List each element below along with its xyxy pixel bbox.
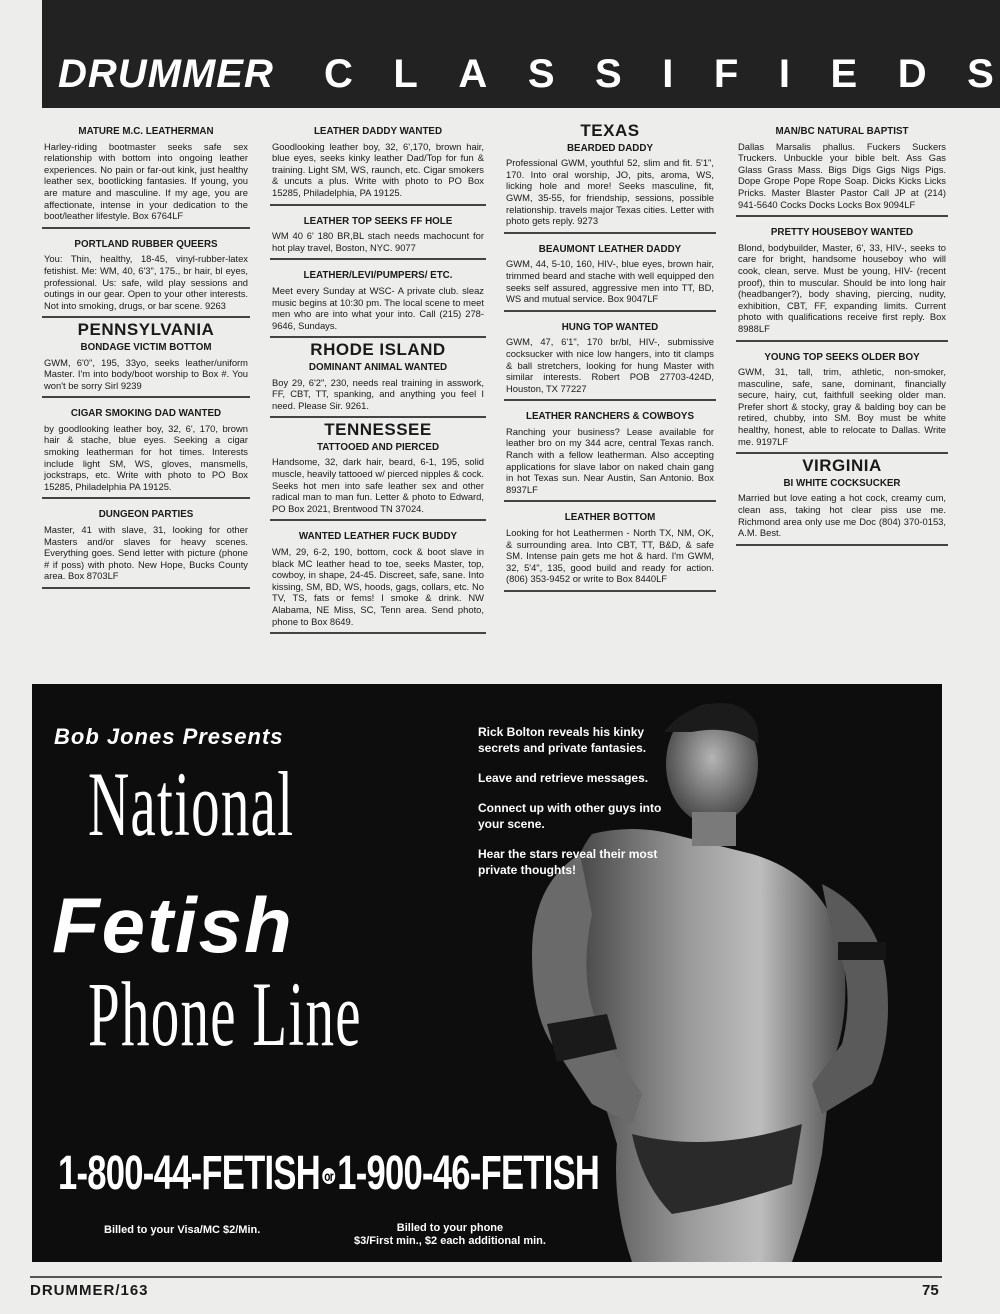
section-title-letter: D bbox=[897, 52, 927, 96]
section-title-letter: I bbox=[662, 52, 674, 96]
section-title-letter: C bbox=[324, 52, 353, 96]
phone-numbers bbox=[58, 1146, 599, 1201]
pitch-line: Connect up with other guys into your scene. bbox=[478, 801, 662, 831]
presenter-line: Bob Jones Presents bbox=[54, 724, 284, 749]
region-heading: TEXAS bbox=[580, 121, 640, 140]
classified-ad bbox=[270, 527, 486, 634]
phone-number-800: 1-800-44-FETISH bbox=[58, 1147, 320, 1200]
classified-ad bbox=[42, 404, 250, 499]
classified-ad bbox=[504, 508, 716, 592]
section-title-letter: L bbox=[393, 52, 418, 96]
ad-body: Handsome, 32, dark hair, beard, 6-1, 195, solid muscle, heavily tattooed w/ pierced nipples & cock. Seeks hot men into safe leather sex and other radical man to man fun. Letter & photo to Edward, PO Box 2021, Brentwood TN 37024. bbox=[272, 456, 484, 514]
classified-ad bbox=[736, 122, 948, 217]
billing-visa: Billed to your Visa/MC $2/Min. bbox=[104, 1224, 261, 1236]
ad-body: by goodlooking leather boy, 32, 6', 170, brown hair & stache, blue eyes. Seeking a cigar smoking leatherman for hot times. Interests include light SM, WS, gloves, mansmells, jockstraps, etc. Write with photo to PO Box 15285, Philadelphia PA 19125. bbox=[44, 422, 248, 492]
classified-ad bbox=[270, 212, 486, 261]
classified-ad bbox=[504, 318, 716, 402]
ad-title: YOUNG TOP SEEKS OLDER BOY bbox=[764, 351, 920, 363]
classified-ad bbox=[504, 139, 716, 234]
ad-body: Master, 41 with slave, 31, looking for other Masters and/or slaves for heavy scenes. Everything goes. Send letter with picture (phone # if poss) with photo. New Hope, Bucks County area. Box 8703LF bbox=[44, 524, 248, 582]
ad-body: Married but love eating a hot cock, creamy cum, clean ass, taking hot clear piss use me. Richmond area only use me Doc (804) 370-0153, A.M. Best. bbox=[738, 492, 946, 539]
section-title-letter: E bbox=[830, 52, 858, 96]
ad-title: LEATHER TOP SEEKS FF HOLE bbox=[303, 215, 453, 227]
ad-title: MATURE M.C. LEATHERMAN bbox=[78, 126, 214, 137]
region-heading: RHODE ISLAND bbox=[310, 340, 446, 360]
ad-body: WM, 29, 6-2, 190, bottom, cock & boot slave in black MC leather head to toe, seeks Master, top, cowboy, in shape, 24-45. Discreet, safe, sane. Into kissing, SM, BD, WS, hoods, gags, collars, etc. No TV, TS, fats or fems! I smoke & drink. NW Alabama, NE Miss, SC, Tenn area. Send photo, phone to Box 8649. bbox=[272, 546, 484, 627]
classified-ad bbox=[42, 505, 250, 589]
ad-title: MAN/BC NATURAL BAPTIST bbox=[775, 126, 909, 137]
section-title-letter: S bbox=[967, 52, 994, 96]
ad-body: Boy 29, 6'2", 230, needs real training in asswork, FF, CBT, TT, spanking, and anything you feel I need. Please Sir. 9261. bbox=[272, 376, 484, 411]
billing-phone bbox=[354, 1222, 546, 1248]
classified-ad bbox=[42, 122, 250, 229]
column-4 bbox=[736, 122, 948, 552]
ad-title: LEATHER/LEVI/PUMPERS/ ETC. bbox=[303, 270, 453, 282]
pitch-line: Leave and retrieve messages. bbox=[478, 771, 649, 785]
classified-ad bbox=[736, 223, 948, 341]
ad-body: Blond, bodybuilder, Master, 6', 33, HIV-, seeks to care for bright, handsome houseboy who will cook, clean, serve. Must be young, HIV- (recent proof), thin to muscular. Should be into long hair (headbanger?), body shaving, piercing, nudity, exhibition, CBT, FF, expanding limits. Current photo with qualifications receive first reply. Box 8988LF bbox=[738, 241, 946, 334]
ad-title: DOMINANT ANIMAL WANTED bbox=[308, 361, 448, 373]
title-fetish: Fetish bbox=[52, 881, 294, 969]
classified-ad bbox=[42, 338, 250, 398]
classifieds-header bbox=[42, 0, 1000, 108]
ad-body: GWM, 6'0", 195, 33yo, seeks leather/uniform Master. I'm into body/boot worship to Box #. You won't be sorry Sirl 9239 bbox=[44, 356, 248, 391]
section-title-letter: A bbox=[458, 52, 488, 96]
ad-body: GWM, 44, 5-10, 160, HIV-, blue eyes, brown hair, trimmed beard and stache with well equipped den seeks self assured, aggressive men into TT, BD, WS and mutual service. Box 9047LF bbox=[506, 258, 714, 305]
classified-ad bbox=[504, 240, 716, 312]
ad-body: Ranching your business? Lease available for leather bro on my 344 acre, central Texas ranch. Ranch with a fellow leatherman. Also accepting applications for slave labor on naked chain gang in hot Texas sun. Near Austin, San Antonio. Box 8937LF bbox=[506, 425, 714, 495]
ad-body: Dallas Marsalis phallus. Fuckers Suckers Truckers. Unbuckle your bible belt. Ass Gas Glass Grass Mass. Bigs Digs Gigs Nigs Pigs. Dope Grope Pope Rope Soap. Dicks Kicks Licks Pricks. Master Blaster Pastor Call JP at (214) 941-5640 Cocks Docks Locks Box 9094LF bbox=[738, 140, 946, 210]
magazine-title: DRUMMER bbox=[58, 52, 274, 96]
ad-body: Harley-riding bootmaster seeks safe sex relationship with bottom into ongoing leather experiences. No pain or far-out kink, just healthy leather sex, bootlicking fantasies. If young, you are mature and masculine. If my age, you are affectionate, intense in your dedication to the boot/leather lifestyle. Box 6764LF bbox=[44, 140, 248, 222]
section-title-letter: I bbox=[778, 52, 790, 96]
ad-title: PORTLAND RUBBER QUEERS bbox=[74, 238, 218, 250]
ad-title: BEARDED DADDY bbox=[566, 142, 653, 154]
ad-body: GWM, 47, 6'1", 170 br/bl, HIV-, submissive cocksucker with nice low hangers, into tit clamps & ball stretchers, looking for hung Master with similar interests. Robert POB 27703-424D, Houston, TX 77227 bbox=[506, 336, 714, 394]
ad-body: You: Thin, healthy, 18-45, vinyl-rubber-latex fetishist. Me: WM, 40, 6'3", 175., br hair, bl eyes, professional. Us: safe, wild play sessions and outings in our gear. Open to your other interests. Not into smoking, drugs, or bar scene. 9263 bbox=[44, 253, 248, 311]
column-3 bbox=[504, 122, 716, 598]
classified-ad bbox=[270, 438, 486, 522]
classified-ad bbox=[42, 235, 250, 319]
ad-title: TATTOOED AND PIERCED bbox=[316, 441, 440, 453]
ad-body: WM 40 6' 180 BR,BL stach needs machocunt for hot play travel, Boston, NYC. 9077 bbox=[272, 230, 484, 253]
column-1 bbox=[42, 122, 250, 595]
billing-phone-line1: Billed to your phone bbox=[396, 1222, 504, 1234]
region-heading: VIRGINIA bbox=[802, 456, 882, 476]
phone-line-advertisement bbox=[32, 684, 942, 1262]
ad-title: LEATHER DADDY WANTED bbox=[313, 126, 443, 137]
region-heading: PENNSYLVANIA bbox=[77, 320, 215, 340]
or-badge: or bbox=[322, 1168, 335, 1184]
title-phone-line: Phone Line bbox=[88, 963, 362, 1065]
ad-body: Goodlooking leather boy, 32, 6',170, brown hair, blue eyes, seeks kinky leather Dad/Top for fun & training. Light SM, WS, raunch, etc. Cigar smokers & uncuts a plus. Write with photo to PO Box 15285, Philadelphia, PA 19125. bbox=[272, 140, 484, 198]
ad-body: Looking for hot Leathermen - North TX, NM, OK, & surrounding area. Into CBT, TT, B&D, & safe SM. Intense pain gets me hot & hard. I'm GWM, 32, 5'4", 135, good build and ready for action. (806) 353-9452 or write to Box 8440LF bbox=[506, 527, 714, 585]
ad-title: BONDAGE VICTIM BOTTOM bbox=[80, 341, 212, 353]
classified-ad bbox=[504, 407, 716, 502]
pitch-text bbox=[478, 724, 668, 892]
ad-title: BI WHITE COCKSUCKER bbox=[783, 477, 901, 489]
region-heading: TENNESSEE bbox=[324, 420, 432, 440]
classified-ad bbox=[736, 474, 948, 546]
footer-divider bbox=[30, 1276, 942, 1278]
ad-title: PRETTY HOUSEBOY WANTED bbox=[770, 227, 914, 239]
ad-body: Professional GWM, youthful 52, slim and fit. 5'1", 170. Into oral worship, JO, pits, aroma, WS, licking hole and more! Seeks masculine, fit, GWM, 35-55, for friendship, sessions, possible relationship. travels major Texas cities. Letter with photo gets reply. 9273 bbox=[506, 157, 714, 227]
ad-body: GWM, 31, tall, trim, athletic, non-smoker, masculine, safe, sane, dominant, financially secure, hairy, cut, faithfull seeking older man. Prefer short & stocky, gray & balding boy can be retired, chubby, into SM. Boy must be white healthy, honest, able to relocate to Dallas. Write me. 9197LF bbox=[738, 366, 946, 447]
classified-ad bbox=[736, 348, 948, 455]
pitch-line: Rick Bolton reveals his kinky secrets and private fantasies. bbox=[478, 725, 647, 755]
title-national: National bbox=[88, 753, 295, 855]
section-title-letter: S bbox=[527, 52, 555, 96]
section-title-letter: F bbox=[713, 52, 739, 96]
ad-title: DUNGEON PARTIES bbox=[98, 509, 194, 521]
section-title bbox=[324, 52, 994, 97]
classified-ad bbox=[270, 358, 486, 418]
ad-body: Meet every Sunday at WSC- A private club. sleaz music begins at 10:30 pm. The local scene to meet men who are into what your into. Call (215) 278-9646, Sundays. bbox=[272, 284, 484, 331]
classified-ad bbox=[270, 122, 486, 206]
ad-title: LEATHER RANCHERS & COWBOYS bbox=[525, 411, 694, 423]
ad-title: CIGAR SMOKING DAD WANTED bbox=[70, 408, 222, 420]
section-title-letter: S bbox=[595, 52, 622, 96]
page-number: 75 bbox=[922, 1282, 939, 1299]
pitch-line: Hear the stars reveal their most private thoughts! bbox=[478, 847, 658, 877]
ad-title: WANTED LEATHER FUCK BUDDY bbox=[298, 531, 458, 543]
ad-title: LEATHER BOTTOM bbox=[564, 512, 656, 524]
billing-phone-line2: $3/First min., $2 each additional min. bbox=[354, 1235, 546, 1247]
ad-title: BEAUMONT LEATHER DADDY bbox=[538, 243, 682, 255]
phone-number-900: 1-900-46-FETISH bbox=[337, 1147, 600, 1200]
classified-ad bbox=[270, 266, 486, 338]
column-2 bbox=[270, 122, 486, 640]
issue-label: DRUMMER/163 bbox=[30, 1282, 149, 1299]
ad-title: HUNG TOP WANTED bbox=[561, 321, 659, 333]
